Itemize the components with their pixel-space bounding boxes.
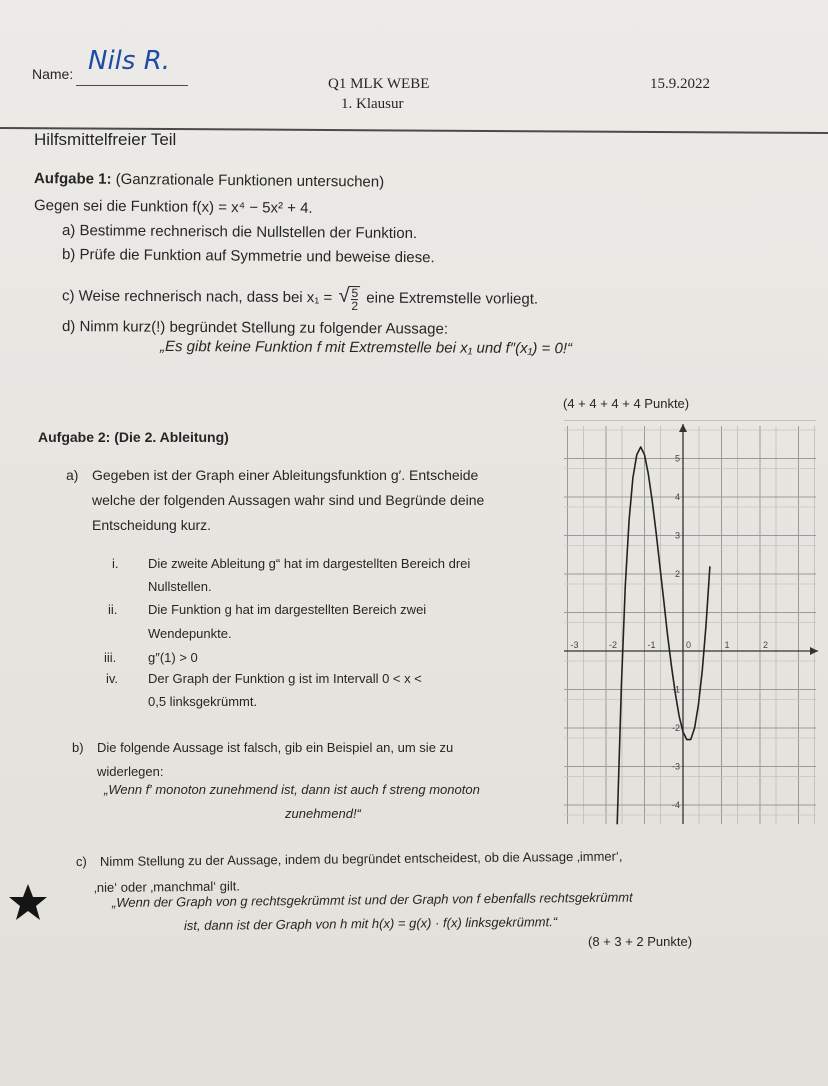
- task2-item-num: ii.: [108, 602, 118, 617]
- y-tick-label: -4: [671, 800, 680, 810]
- task1-c-post: eine Extremstelle vorliegt.: [366, 289, 539, 308]
- task2-a-line1: Gegeben ist der Graph einer Ableitungsfunktion g′. Entscheide: [92, 467, 479, 483]
- task2-c-line2: ‚nie‘ oder ‚manchmal‘ gilt.: [93, 878, 241, 895]
- task2-item-line2: 0,5 linksgekrümmt.: [148, 694, 258, 709]
- task2-b-quote1: „Wenn f′ monoton zunehmend ist, dann ist auch f streng monoton: [104, 782, 480, 797]
- y-tick-label: -3: [671, 761, 680, 772]
- task1-a: a) Bestimme rechnerisch die Nullstellen der Funktion.: [61, 222, 418, 243]
- sqrt-fraction: √ $\frac{5}{2}$: [338, 284, 359, 313]
- task2-a-line3: Entscheidung kurz.: [92, 517, 212, 533]
- task2-item-line1: g″(1) > 0: [148, 650, 198, 665]
- task2-item-num: i.: [112, 556, 119, 571]
- task2-a-line2: welche der folgenden Aussagen wahr sind und Begründe deine: [92, 492, 485, 508]
- name-underline: [76, 85, 188, 86]
- y-tick-label: 4: [674, 492, 680, 502]
- x-tick-label: 0: [686, 640, 692, 650]
- task1-d-quote: „Es gibt keine Funktion f mit Extremstelle bei x₁ und f″(x₁) = 0!“: [159, 338, 573, 358]
- star-icon: [8, 883, 48, 921]
- task2-b-line2: widerlegen:: [97, 764, 164, 779]
- section-title: Hilfsmittelfreier Teil: [34, 130, 177, 149]
- y-tick-label: 2: [674, 569, 680, 579]
- task2-c-line1: Nimm Stellung zu der Aussage, indem du begründet entscheidest, ob die Aussage ‚immer‘,: [99, 848, 623, 869]
- name-label: Name:: [32, 66, 74, 82]
- x-tick-label: 1: [724, 640, 730, 650]
- series-line: [617, 447, 710, 824]
- task2-c-label: c): [75, 853, 87, 869]
- task2-item-line1: Die zweite Ableitung g“ hat im dargestellten Bereich drei: [148, 556, 471, 571]
- task2-item-num: iii.: [104, 650, 117, 665]
- task1-d: d) Nimm kurz(!) begründet Stellung zu folgender Aussage:: [61, 318, 449, 338]
- sqrt-denominator: 2: [351, 298, 359, 313]
- task2-c-quote1: „Wenn der Graph von g rechtsgekrümmt ist und der Graph von f ebenfalls rechtsgekrümmt: [111, 889, 633, 910]
- course-code: Q1 MLK WEBE: [328, 76, 430, 92]
- task2-c-quote2: ist, dann ist der Graph von h mit h(x) = g(x) · f(x) linksgekrümmt.“: [183, 914, 558, 933]
- task2-item-num: iv.: [106, 671, 119, 686]
- y-tick-label: 5: [674, 453, 680, 464]
- x-tick-label: -1: [647, 640, 656, 650]
- exam-title: 1. Klausur: [341, 96, 404, 112]
- task2-points: (8 + 3 + 2 Punkte): [588, 934, 693, 949]
- task1-topic: (Ganzrationale Funktionen untersuchen): [115, 170, 385, 191]
- y-tick-label: 3: [674, 530, 680, 541]
- y-tick-label: -1: [671, 684, 680, 695]
- derivative-graph: [560, 420, 820, 828]
- task1-c-pre: c) Weise rechnerisch nach, dass bei x₁ =: [61, 287, 333, 307]
- task2-b-line1: Die folgende Aussage ist falsch, gib ein Beispiel an, um sie zu: [97, 740, 454, 755]
- task2-heading: Aufgabe 2: (Die 2. Ableitung): [38, 429, 229, 445]
- task2-item-line1: Der Graph der Funktion g ist im Intervall 0 < x <: [148, 671, 422, 686]
- task2-item-line2: Wendepunkte.: [148, 626, 232, 641]
- task1-b: b) Prüfe die Funktion auf Symmetrie und beweise diese.: [61, 246, 435, 267]
- x-axis-arrow: [810, 647, 818, 655]
- task2-b-quote2: zunehmend!“: [285, 806, 361, 821]
- exam-date: 15.9.2022: [650, 76, 710, 92]
- task1-heading: Aufgabe 1:: [33, 170, 112, 188]
- x-tick-label: -2: [609, 640, 618, 650]
- task2-item-line2: Nullstellen.: [148, 579, 212, 594]
- task2-a-label: a): [66, 467, 79, 483]
- sqrt-numerator: 5: [351, 285, 359, 300]
- task1-points: (4 + 4 + 4 + 4 Punkte): [563, 396, 690, 411]
- x-tick-label: 2: [763, 640, 769, 650]
- task2-item-line1: Die Funktion g hat im dargestellten Bereich zwei: [148, 602, 427, 617]
- y-tick-label: -2: [671, 723, 680, 733]
- y-axis-arrow: [679, 424, 687, 432]
- x-tick-label: -3: [570, 640, 579, 650]
- name-handwriting: Nils R.: [88, 46, 171, 76]
- task1-intro: Gegen sei die Funktion f(x) = x⁴ − 5x² + 4.: [33, 197, 313, 217]
- task2-b-label: b): [72, 740, 84, 755]
- task1-header: [34, 170, 384, 191]
- task1-c: [62, 283, 538, 313]
